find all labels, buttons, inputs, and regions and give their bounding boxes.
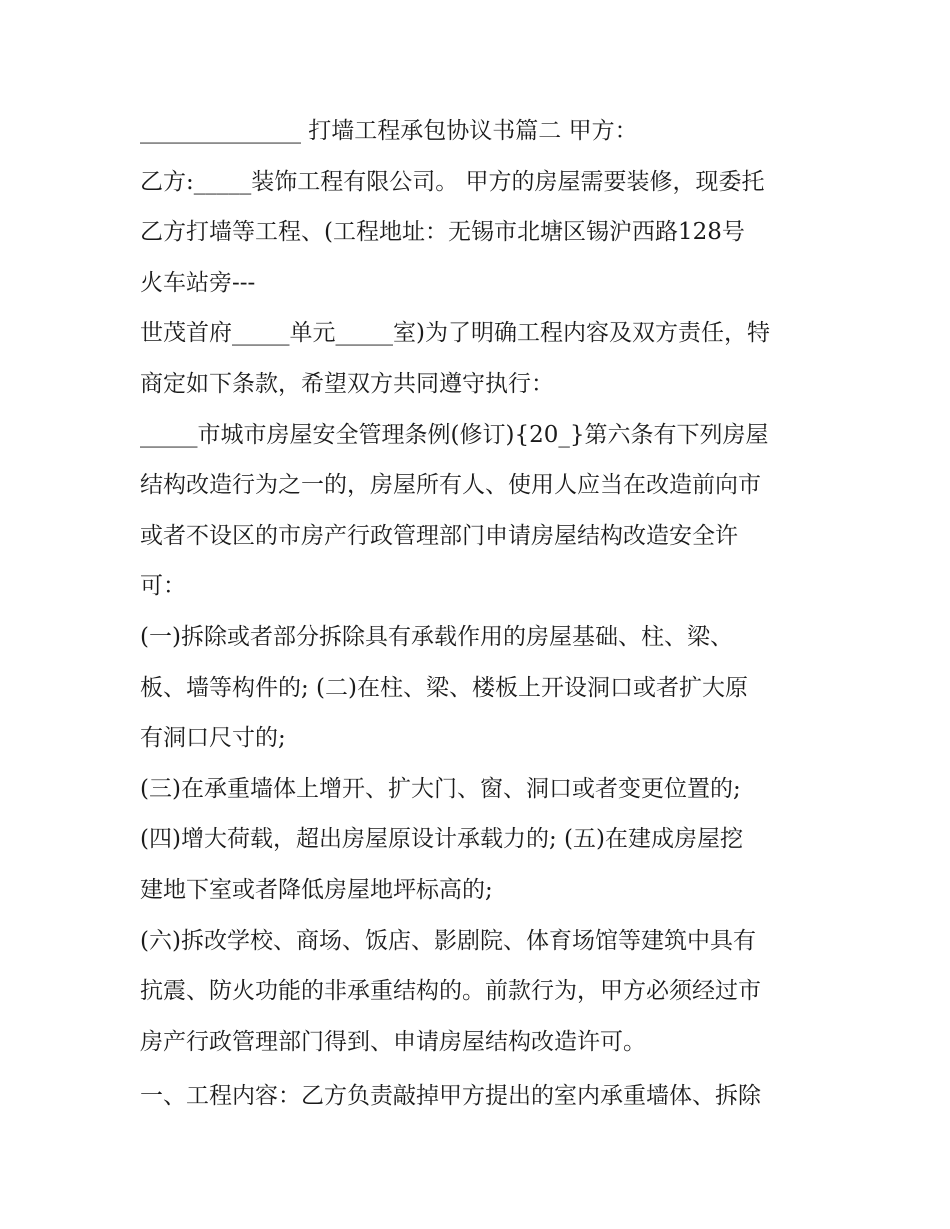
text-line-20: 一、工程内容：乙方负责敲掉甲方提出的室内承重墙体、拆除 [140,1083,761,1110]
text-line-6: 商定如下条款，希望双方共同遵守执行： [140,370,554,397]
text-line-16: 建地下室或者降低房屋地坪标高的; [140,876,493,903]
text-line-17: (六)拆改学校、商场、饭店、影剧院、体育场馆等建筑中具有 [140,927,756,954]
text-line-14: (三)在承重墙体上增开、扩大门、窗、洞口或者变更位置的; [140,775,741,802]
text-line-8: 结构改造行为之一的，房屋所有人、使用人应当在改造前向市 [140,472,761,499]
text-line-13: 有洞口尺寸的; [140,725,286,752]
text-line-1: ______________ 打墙工程承包协议书篇二 甲方： [140,118,638,144]
text-line-4: 火车站旁--- [140,269,256,296]
text-line-5: 世茂首府_____单元_____室)为了明确工程内容及双方责任，特 [140,320,770,347]
text-line-11: (一)拆除或者部分拆除具有承载作用的房屋基础、柱、梁、 [140,623,733,650]
text-line-15: (四)增大荷载，超出房屋原设计承载力的; (五)在建成房屋挖 [140,826,743,853]
document-body [140,106,830,1122]
text-line-2: 乙方:_____装饰工程有限公司。 甲方的房屋需要装修，现委托 [140,168,765,195]
text-line-18: 抗震、防火功能的非承重结构的。前款行为，甲方必须经过市 [140,978,761,1005]
text-line-7: _____市城市房屋安全管理条例(修订){20_}第六条有下列房屋 [140,421,769,448]
text-line-9: 或者不设区的市房产行政管理部门申请房屋结构改造安全许 [140,522,738,549]
text-line-19: 房产行政管理部门得到、申请房屋结构改造许可。 [140,1028,646,1055]
text-line-3: 乙方打墙等工程、(工程地址：无锡市北塘区锡沪西路128号 [140,219,745,246]
text-line-12: 板、墙等构件的; (二)在柱、梁、楼板上开设洞口或者扩大原 [140,674,749,701]
text-line-10: 可： [140,573,186,600]
